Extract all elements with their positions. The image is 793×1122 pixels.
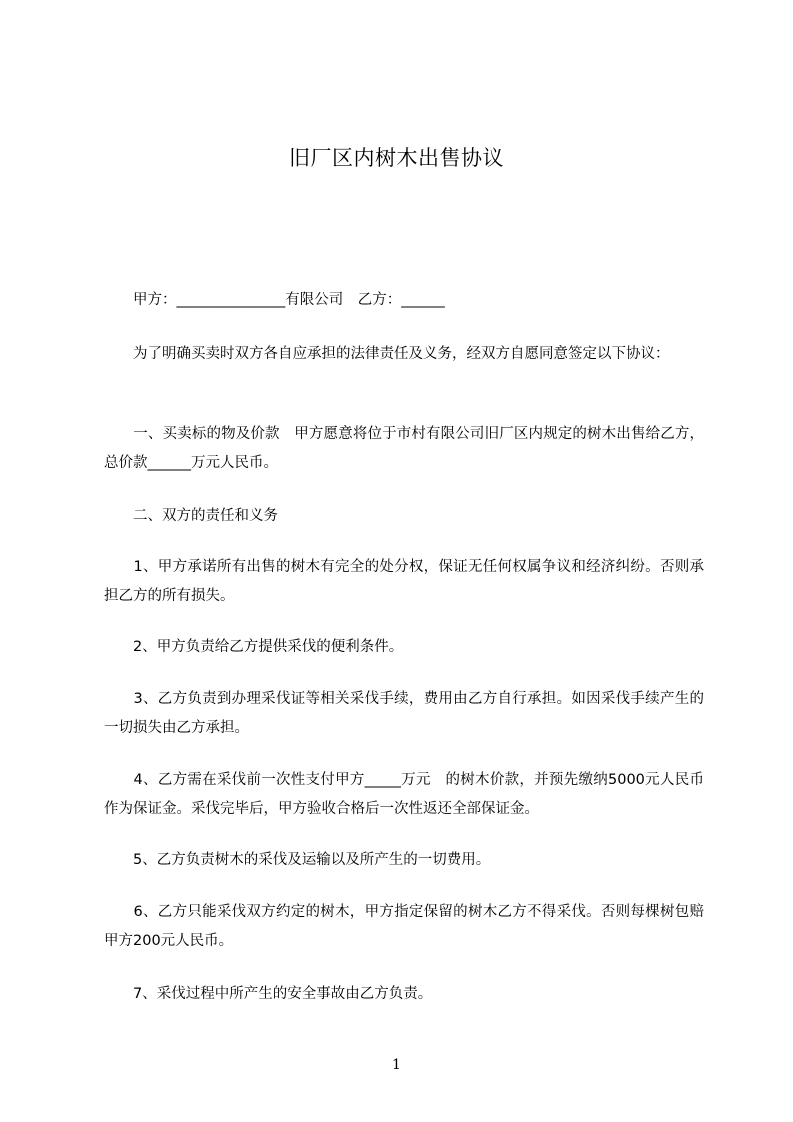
clause-5-paragraph: 5、乙方负责树木的采伐及运输以及所产生的一切费用。 (104, 852, 491, 868)
clause-4-paragraph: 4、乙方需在采伐前一次性支付甲方_____万元 的树木价款，并预先缴纳5000元人民币作为保证金。采伐完毕后，甲方验收合格后一次性返还全部保证金。 (104, 772, 704, 817)
clause-3-paragraph: 3、乙方负责到办理采伐证等相关采伐手续，费用由乙方自行承担。如因采伐手续产生的一切损失由乙方承担。 (104, 691, 704, 736)
clause-7-paragraph: 7、采伐过程中所产生的安全事故由乙方负责。 (104, 986, 433, 1002)
clause-1-paragraph: 1、甲方承诺所有出售的树木有完全的处分权，保证无任何权属争议和经济纠纷。否则承担乙方的所有损失。 (104, 559, 704, 604)
preamble-paragraph: 为了明确买卖时双方各自应承担的法律责任及义务，经双方自愿同意签定以下协议： (104, 346, 670, 362)
document-title: 旧厂区内树木出售协议 (289, 146, 504, 170)
page-number: 1 (392, 1057, 401, 1073)
clause-6-paragraph: 6、乙方只能采伐双方约定的树木，甲方指定保留的树木乙方不得采伐。否则每棵树包赔甲方200元人民币。 (104, 904, 704, 949)
section-2-heading: 二、双方的责任和义务 (104, 508, 278, 524)
section-1-paragraph: 一、买卖标的物及价款 甲方愿意将位于市村有限公司旧厂区内规定的树木出售给乙方，总价款______万元人民币。 (104, 426, 704, 471)
parties-line: 甲方：_______________有限公司 乙方：______ (104, 292, 445, 308)
clause-2-paragraph: 2、甲方负责给乙方提供采伐的便利条件。 (104, 639, 404, 655)
